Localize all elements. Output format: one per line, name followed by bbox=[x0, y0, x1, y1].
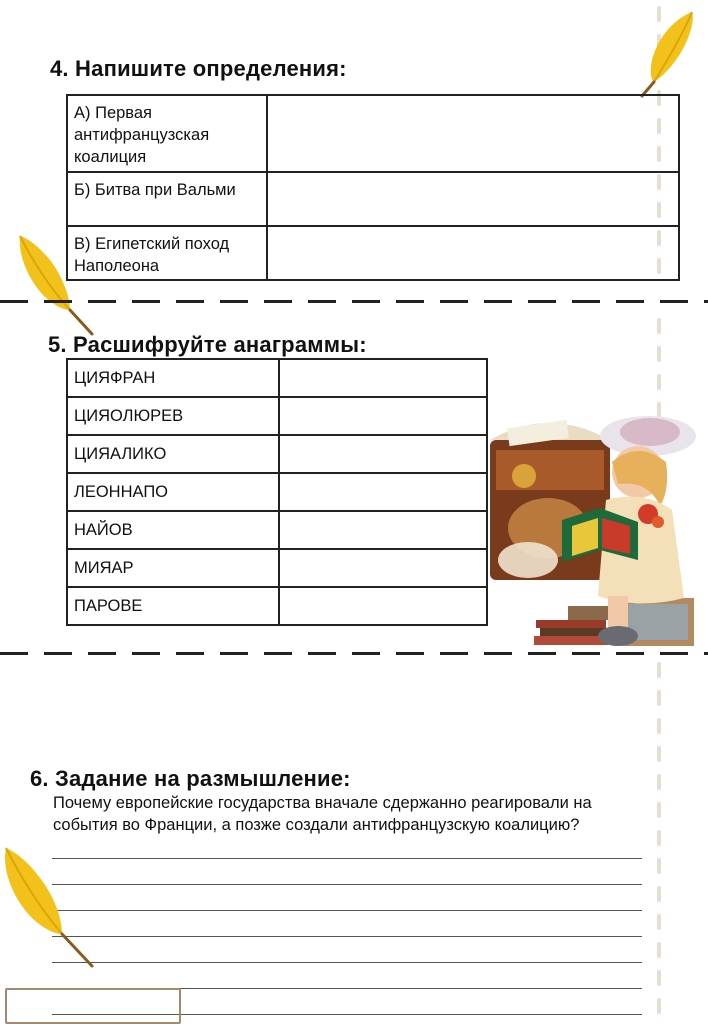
anagrams-table bbox=[66, 358, 488, 626]
table-row bbox=[67, 95, 679, 172]
section-6-title: 6. Задание на размышление: bbox=[30, 766, 351, 791]
brown-frame bbox=[5, 988, 181, 1024]
table-row bbox=[67, 549, 487, 587]
table-row bbox=[67, 397, 487, 435]
table-row bbox=[67, 359, 487, 397]
definition-answer-cell[interactable] bbox=[267, 95, 679, 172]
anagram-answer-cell[interactable] bbox=[279, 511, 487, 549]
answer-line[interactable] bbox=[52, 884, 642, 885]
anagram-word: ЦИЯФРАН bbox=[67, 359, 279, 397]
answer-line[interactable] bbox=[52, 962, 642, 963]
anagram-answer-cell[interactable] bbox=[279, 397, 487, 435]
dashed-separator bbox=[0, 652, 708, 655]
table-row bbox=[67, 473, 487, 511]
answer-line[interactable] bbox=[52, 910, 642, 911]
answer-line[interactable] bbox=[52, 936, 642, 937]
definition-term: В) Египетский поход Наполеона bbox=[67, 226, 267, 280]
anagram-word: ПАРОВЕ bbox=[67, 587, 279, 625]
definition-term: Б) Битва при Вальми bbox=[67, 172, 267, 226]
table-row bbox=[67, 172, 679, 226]
anagram-word: НАЙОВ bbox=[67, 511, 279, 549]
answer-line[interactable] bbox=[52, 858, 642, 859]
anagram-word: МИЯАР bbox=[67, 549, 279, 587]
anagram-word: ЦИЯОЛЮРЕВ bbox=[67, 397, 279, 435]
section-5-title: 5. Расшифруйте анаграммы: bbox=[48, 332, 367, 357]
table-row bbox=[67, 511, 487, 549]
feather-icon bbox=[0, 842, 100, 972]
table-row bbox=[67, 435, 487, 473]
anagram-answer-cell[interactable] bbox=[279, 587, 487, 625]
definition-term: А) Первая антифранцузская коалиция bbox=[67, 95, 267, 172]
table-row bbox=[67, 587, 487, 625]
girl-reading-illustration bbox=[488, 410, 700, 658]
anagram-answer-cell[interactable] bbox=[279, 549, 487, 587]
definitions-table bbox=[66, 94, 680, 281]
section-4-title: 4. Напишите определения: bbox=[50, 56, 347, 81]
definition-answer-cell[interactable] bbox=[267, 226, 679, 280]
feather-icon bbox=[12, 230, 96, 340]
dashed-separator bbox=[0, 300, 708, 303]
feather-icon bbox=[636, 8, 700, 100]
anagram-answer-cell[interactable] bbox=[279, 359, 487, 397]
definition-answer-cell[interactable] bbox=[267, 172, 679, 226]
reflection-question: Почему европейские государства вначале сдержанно реагировали на события во Франции, а позже создали антифранцузскую коалицию? bbox=[53, 794, 592, 834]
anagram-answer-cell[interactable] bbox=[279, 473, 487, 511]
anagram-word: ЦИЯАЛИКО bbox=[67, 435, 279, 473]
anagram-word: ЛЕОННАПО bbox=[67, 473, 279, 511]
anagram-answer-cell[interactable] bbox=[279, 435, 487, 473]
table-row bbox=[67, 226, 679, 280]
